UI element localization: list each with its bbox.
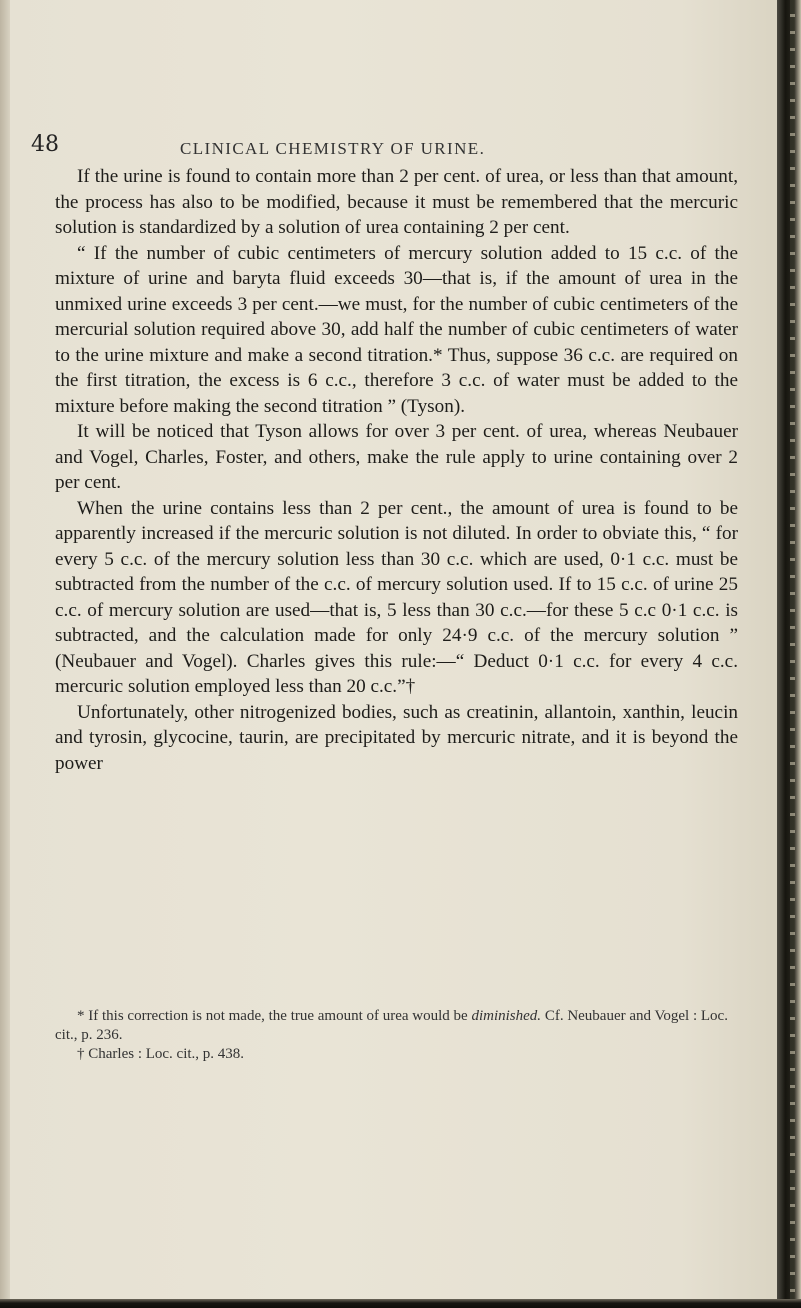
paragraph-tyson-note: It will be noticed that Tyson allows for over 3 per cent. of urea, whereas Neubauer and Vogel, Charles, Foster, and others, make the rule apply to urine containing over 2 per cent.: [55, 421, 738, 493]
footnote-dagger: † Charles : Loc. cit., p. 438.: [77, 1046, 245, 1062]
binding-stitching: [790, 0, 795, 1308]
running-head: CLINICAL CHEMISTRY OF URINE.: [180, 139, 486, 158]
footnote-asterisk-emphasis: diminished.: [471, 1008, 542, 1024]
binding-edge: [777, 0, 801, 1308]
page-bottom-edge: [0, 1299, 801, 1308]
footnote-asterisk-text: * If this correction is not made, the true amount of urea would be: [77, 1008, 468, 1024]
page-left-edge: [0, 0, 10, 1308]
body-text: [55, 164, 738, 776]
footnotes: [55, 1007, 738, 1064]
paragraph-nitrogenized-bodies: Unfortunately, other nitrogenized bodies, such as creatinin, allantoin, xanthin, leucin and tyrosin, glycocine, taurin, are precipitated by mercuric nitrate, and it is beyond the power: [55, 701, 738, 774]
paragraph-dilution: When the urine contains less than 2 per cent., the amount of urea is found to be apparently increased if the mercuric solution is not diluted. In order to obviate this, “ for every 5 c.c. of the mercury solution less than 30 c.c. which are used, 0·1 c.c. must be subtracted from the number of the c.c. of mercury solution used. If to 15 c.c. of urine 25 c.c. of mercury solution are used—that is, 5 less than 30 c.c.—for these 5 c.c 0·1 c.c. is subtracted, and the calculation made for only 24·9 c.c. of the mercury solution ” (Neubauer and Vogel). Charles gives this rule:—“ Deduct 0·1 c.c. for every 4 c.c. mercuric solution employed less than 20 c.c.”†: [55, 497, 738, 697]
footnote-asterisk-reference: Cf. Neubauer and Vogel : Loc. cit., p. 236.: [55, 1008, 728, 1043]
page-number: 48: [31, 132, 59, 157]
paragraph-urea-percentage: If the urine is found to contain more than 2 per cent. of urea, or less than that amount, the process has also to be modified, because it must be remembered that the mercuric solution is standardized by a solution of urea containing 2 per cent.: [55, 166, 738, 238]
footnote-asterisk: [55, 1007, 738, 1045]
paragraph-tyson-quote: “ If the number of cubic centimeters of mercury solution added to 15 c.c. of the mixture of urine and baryta fluid exceeds 30—that is, if the amount of urea in the unmixed urine exceeds 3 per cent.—we must, for the number of cubic centimeters of the mercurial solution required above 30, add half the number of cubic centimeters of water to the urine mixture and make a second titration.* Thus, suppose 36 c.c. are required on the first titration, the excess is 6 c.c., therefore 3 c.c. of water must be added to the mixture before making the second titration ” (Tyson).: [55, 242, 738, 417]
